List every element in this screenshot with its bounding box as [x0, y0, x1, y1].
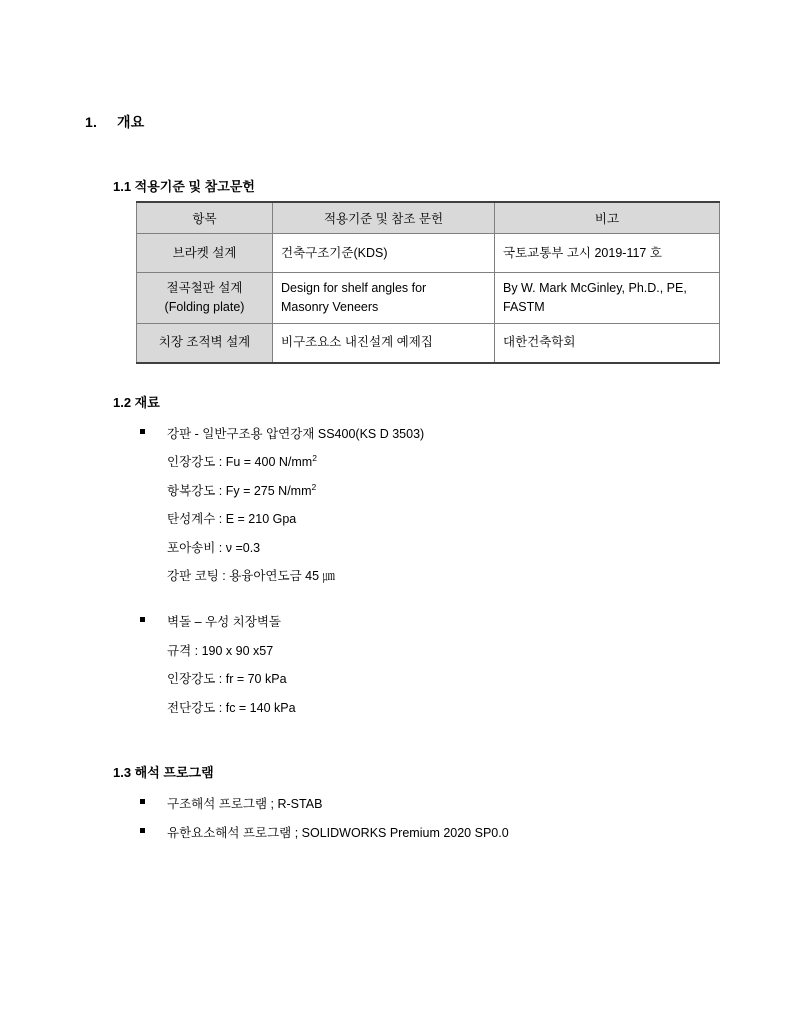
material-detail-sup: 2 — [311, 481, 317, 492]
table-cell-reference: 건축구조기준(KDS) — [273, 234, 495, 273]
material-detail: 인장강도 : fr = 70 kPa — [167, 672, 287, 686]
table-row — [137, 234, 720, 273]
standards-table — [136, 201, 720, 364]
square-bullet-icon — [140, 799, 145, 804]
table-cell-reference — [273, 273, 495, 324]
table-cell-label: 브라켓 설계 — [137, 234, 273, 273]
subsection-heading-1-3: 1.3 해석 프로그램 — [113, 765, 214, 780]
list-item-label: 구조해석 프로그램 ; R-STAB — [167, 797, 323, 811]
table-cell-label-main: 절곡철판 설계 — [166, 281, 243, 295]
standards-table-wrapper — [136, 201, 719, 364]
material-detail: 전단강도 : fc = 140 kPa — [167, 701, 296, 715]
table-cell-note — [495, 273, 720, 324]
material-detail-text: 항복강도 : Fy = 275 N/mm — [167, 484, 312, 498]
material-detail-text: 인장강도 : Fu = 400 N/mm — [167, 455, 313, 469]
table-cell-label — [137, 273, 273, 324]
table-cell-label-sub: (Folding plate) — [164, 299, 245, 314]
material-detail: 규격 : 190 x 90 x57 — [167, 644, 274, 658]
table-cell-note: 국토교통부 고시 2019-117 호 — [495, 234, 720, 273]
square-bullet-icon — [140, 828, 145, 833]
material-detail — [167, 481, 316, 499]
table-row — [137, 323, 720, 363]
section-title: 개요 — [117, 114, 145, 130]
material-detail: 탄성계수 : E = 210 Gpa — [167, 512, 297, 526]
table-cell-reference-line1: Design for shelf angles for — [281, 281, 427, 295]
table-cell-reference: 비구조요소 내진설계 예제집 — [273, 323, 495, 363]
list-item-label: 유한요소해석 프로그램 ; SOLIDWORKS Premium 2020 SP0.0 — [167, 826, 509, 840]
list-item — [140, 424, 424, 442]
list-item-label: 벽돌 – 우성 치장벽돌 — [167, 615, 281, 629]
table-header-note: 비고 — [495, 202, 720, 234]
material-detail: 포아송비 : ν =0.3 — [167, 541, 261, 555]
material-detail: 강판 코팅 : 용융아연도금 45 ㎛ — [167, 569, 335, 583]
material-detail — [167, 452, 317, 470]
subsection-heading-1-2: 1.2 재료 — [113, 395, 160, 410]
table-cell-label: 치장 조적벽 설계 — [137, 323, 273, 363]
list-item — [140, 612, 281, 630]
material-detail-sup: 2 — [312, 452, 317, 463]
table-header-row — [137, 202, 720, 234]
square-bullet-icon — [140, 617, 145, 622]
table-header-reference: 적용기준 및 참조 문헌 — [273, 202, 495, 234]
section-heading — [85, 112, 144, 132]
list-item — [140, 794, 322, 812]
table-header-item: 항목 — [137, 202, 273, 234]
table-cell-reference-line2: Masonry Veneers — [281, 299, 379, 314]
section-number: 1. — [85, 114, 98, 130]
square-bullet-icon — [140, 429, 145, 434]
table-cell-note: 대한건축학회 — [495, 323, 720, 363]
table-cell-note-line1: By W. Mark McGinley, Ph.D., PE, — [503, 281, 687, 295]
list-item — [140, 823, 509, 841]
table-row — [137, 273, 720, 324]
subsection-heading-1-1: 1.1 적용기준 및 참고문헌 — [113, 179, 255, 194]
list-item-label: 강판 - 일반구조용 압연강재 SS400(KS D 3503) — [167, 427, 425, 441]
table-cell-note-line2: FASTM — [503, 299, 545, 314]
